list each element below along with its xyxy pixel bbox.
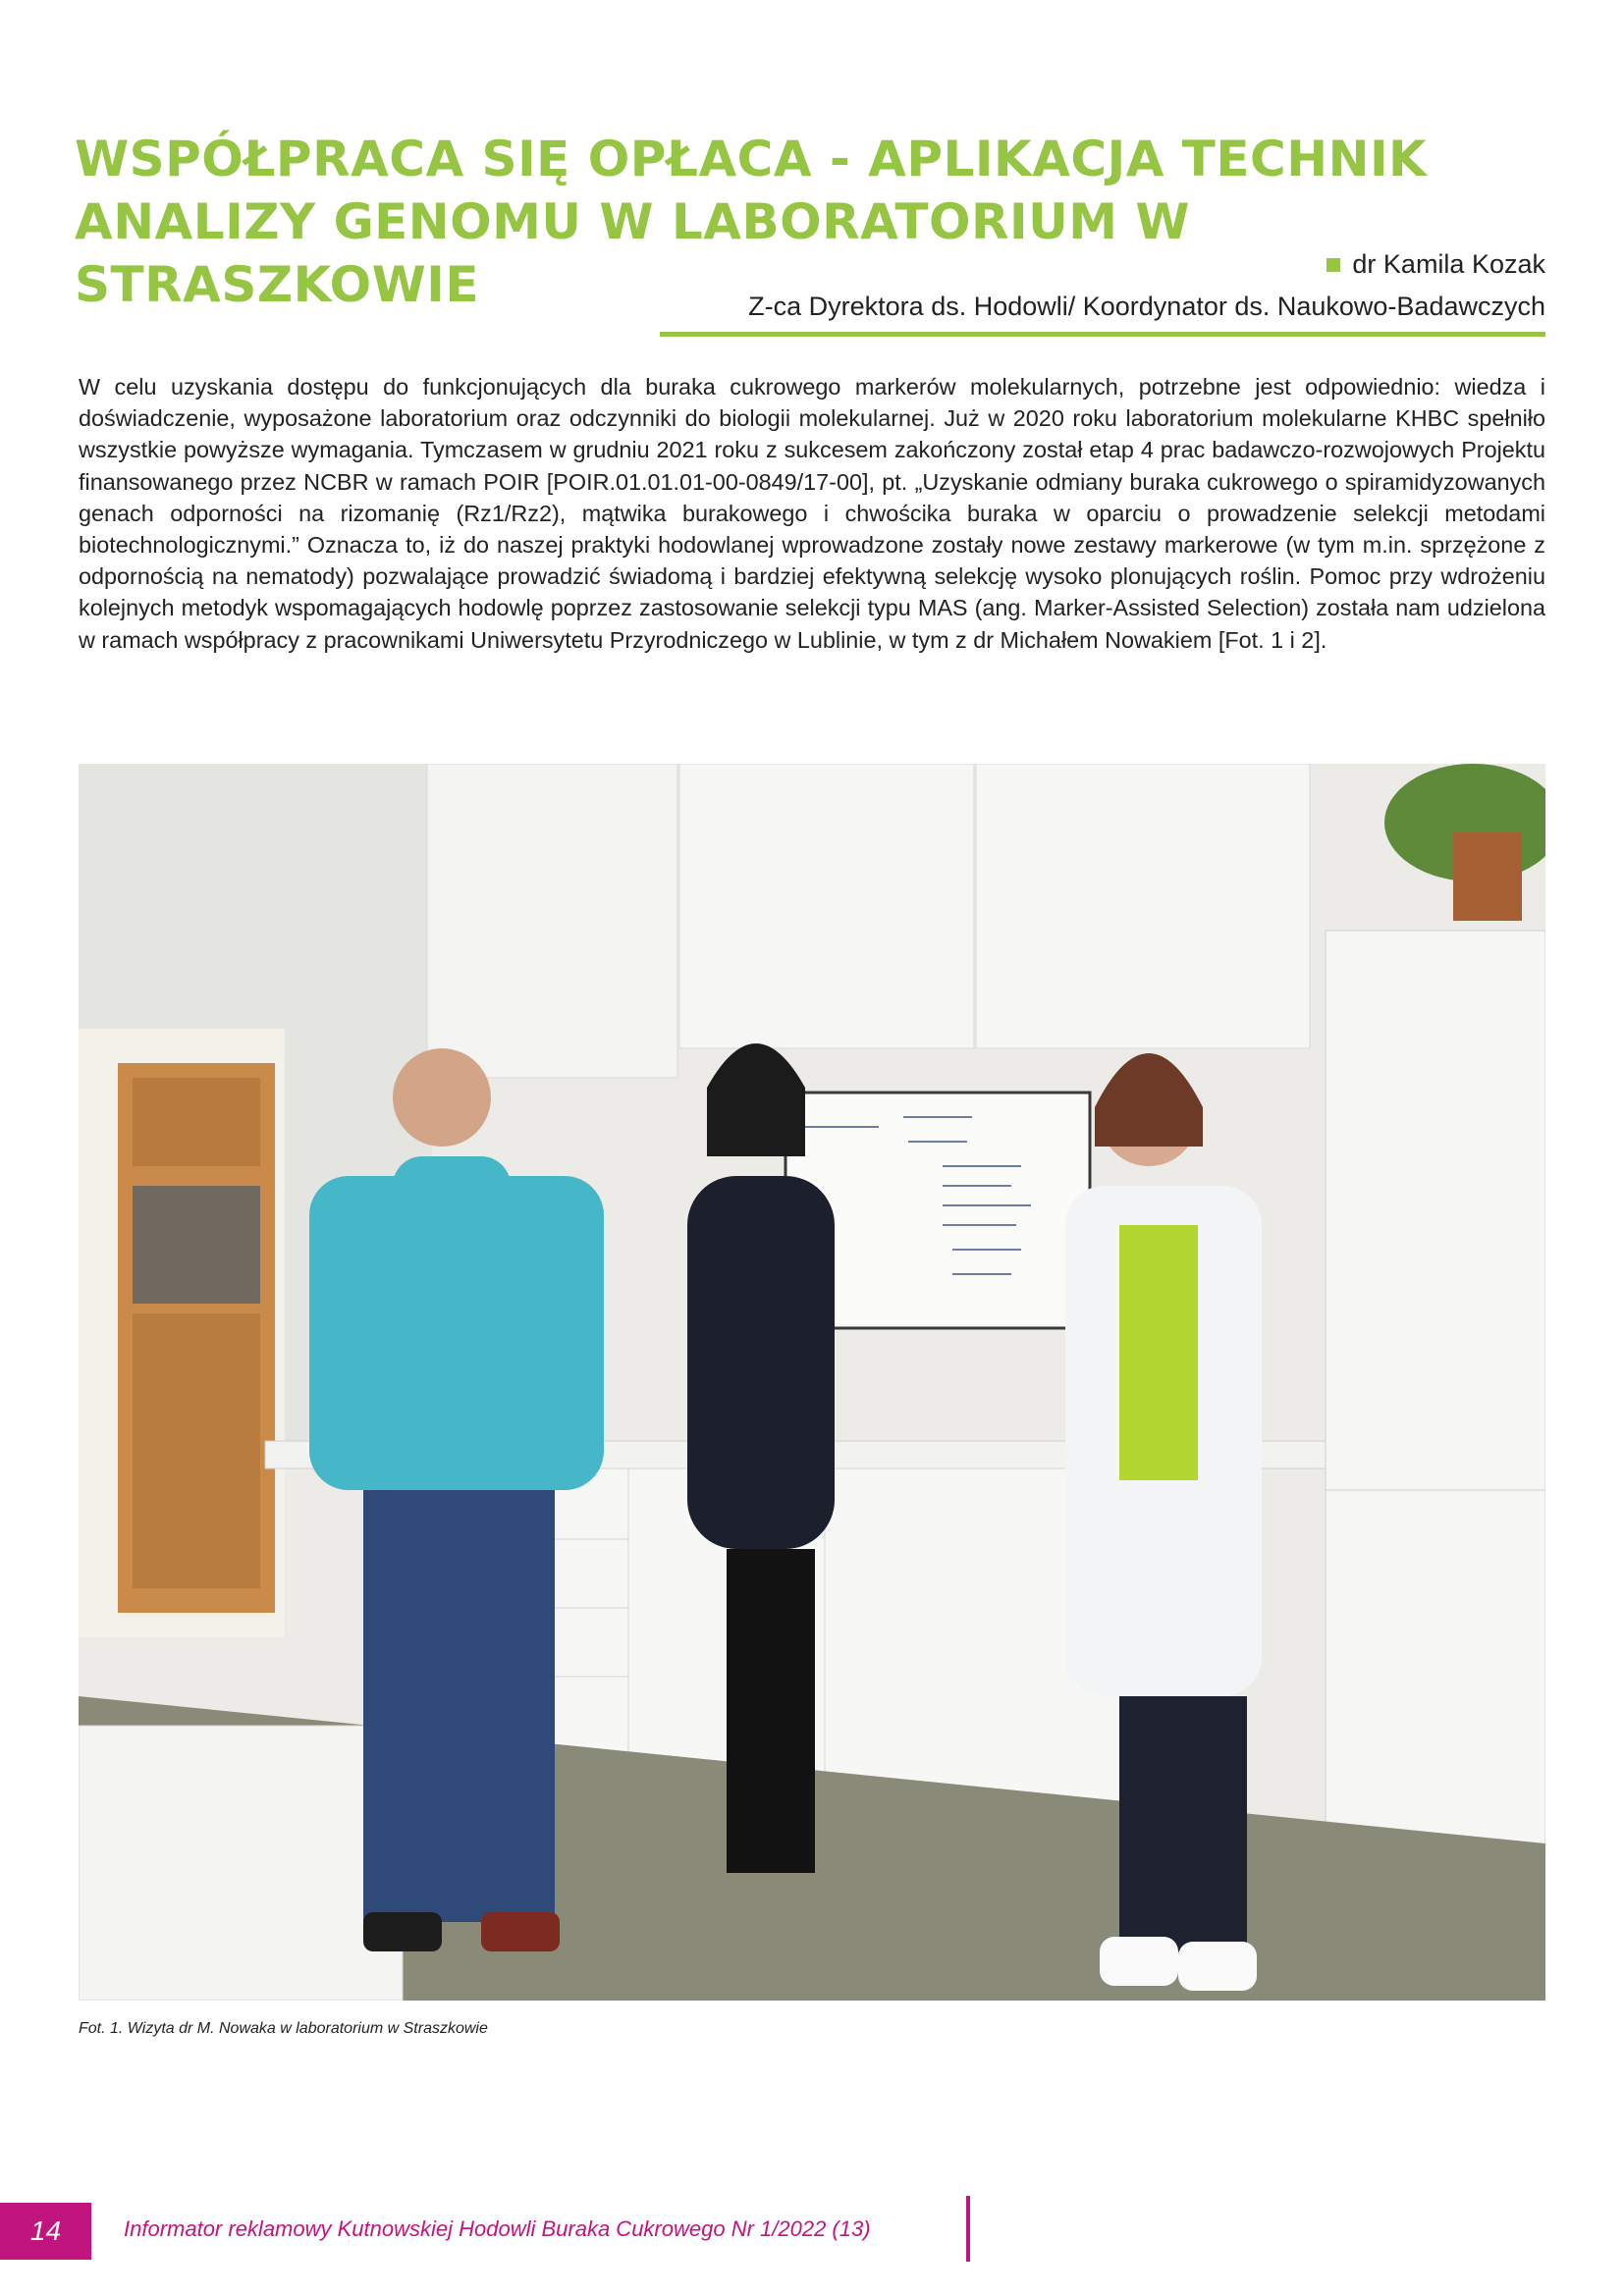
bullet-square-icon (1326, 258, 1340, 272)
page-number: 14 (0, 2203, 91, 2260)
footer-divider (966, 2196, 970, 2262)
footer-publication: Informator reklamowy Kutnowskiej Hodowli Buraka Cukrowego Nr 1/2022 (13) (124, 2216, 871, 2241)
article-body: W celu uzyskania dostępu do funkcjonujących dla buraka cukrowego markerów molekularnych, potrzebne jest odpowiednio: wiedza i doświadczenie, wyposażone laboratorium oraz odczynniki do biologii molekularnej. Już w 2020 roku laboratorium molekularne KHBC spełniło wszystkie powyższe wymagania. Tymczasem w grudniu 2021 roku z sukcesem zakończony został etap 4 prac badawczo-rozwojowych Projektu finansowanego przez NCBR w ramach POIR [POIR.01.01.01-00-0849/17-00], pt. „Uzyskanie odmiany buraka cukrowego o spiramidyzowanych genach odporności na rizomanię (Rz1/Rz2), mątwika burakowego i chwościka buraka w oparciu o prowadzenie selekcji metodami biotechnologicznymi.” Oznacza to, iż do naszej praktyki hodowlanej wprowadzone zostały nowe zestawy markerowe (w tym m.in. sprzężone z odpornością na nematody) pozwalające prowadzić świadomą i bardziej efektywną selekcję wysoko plonujących roślin. Pomoc przy wdrożeniu kolejnych metodyk wspomagających hodowlę poprzez zastosowanie selekcji typu MAS (ang. Marker-Assisted Selection) została nam udzielona w ramach współpracy z pracownikami Uniwersytetu Przyrodniczego w Lublinie, w tym z dr Michałem Nowakiem [Fot. 1 i 2]. (79, 374, 1545, 653)
author-role: Z-ca Dyrektora ds. Hodowli/ Koordynator ds. Naukowo-Badawczych (748, 292, 1545, 321)
author-name: dr Kamila Kozak (1352, 249, 1545, 279)
photo-caption: Fot. 1. Wizyta dr M. Nowaka w laboratorium w Straszkowie (79, 2020, 488, 2037)
article-title: WSPÓŁPRACA SIĘ OPŁACA - APLIKACJA TECHNIK ANALIZY GENOMU W LABORATORIUM W STRASZKOWIE (75, 131, 1428, 313)
lab-photo (79, 764, 1545, 2001)
author-line (1326, 249, 1545, 280)
author-underline (660, 332, 1545, 337)
